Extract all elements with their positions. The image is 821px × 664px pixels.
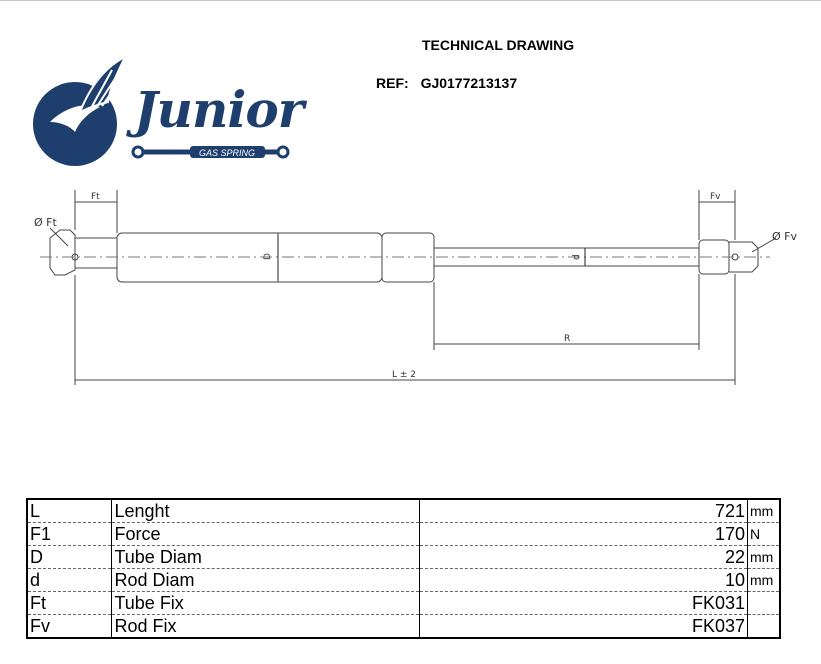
spec-code: Ft [27,592,112,615]
spec-unit: mm [748,499,781,523]
rod-diam-label: d [572,254,582,260]
spec-name: Force [112,523,420,546]
technical-drawing [0,180,821,400]
table-row [27,592,780,615]
top-border-line [0,0,821,1]
r-label: R [564,334,571,344]
reference [376,75,517,91]
spec-value: 170 [420,523,748,546]
tube-diam-label: D [263,253,273,260]
spec-name: Rod Fix [112,615,420,639]
spec-name: Rod Diam [112,569,420,592]
spec-value: 22 [420,546,748,569]
ft-top-label: Ft [91,192,100,202]
spec-table [26,498,781,639]
logo-rod-end-left [133,147,143,157]
page-title: TECHNICAL DRAWING [422,37,575,53]
spec-code: L [27,499,112,523]
spec-value: 721 [420,499,748,523]
spec-unit: mm [748,569,781,592]
phi-ft-label: Ø Ft [34,216,57,229]
table-row [27,546,780,569]
logo-tagline: GAS SPRING [198,148,256,158]
spec-unit: N [748,523,781,546]
table-row [27,569,780,592]
spec-value: 10 [420,569,748,592]
spec-name: Tube Diam [112,546,420,569]
phi-fv-label: Ø Fv [772,230,797,243]
spec-name: Tube Fix [112,592,420,615]
logo-rod-end-right [278,147,288,157]
l-label: L ± 2 [392,370,417,380]
spec-unit: mm [748,546,781,569]
spec-unit [748,592,781,615]
table-row [27,499,780,523]
ref-label: REF: [376,75,409,91]
spec-value: FK031 [420,592,748,615]
spec-name: Lenght [112,499,420,523]
spec-code: Fv [27,615,112,639]
spec-code: d [27,569,112,592]
logo-brand-name: Junior [134,80,304,139]
table-row [27,615,780,639]
spec-code: F1 [27,523,112,546]
fv-top-label: Fv [710,192,721,202]
tube-end-neck [75,238,117,268]
ref-value: GJ0177213137 [420,75,518,91]
spec-code: D [27,546,112,569]
tube-end-fitting [50,230,75,275]
spec-unit [748,615,781,639]
spec-value: FK037 [420,615,748,639]
table-row [27,523,780,546]
